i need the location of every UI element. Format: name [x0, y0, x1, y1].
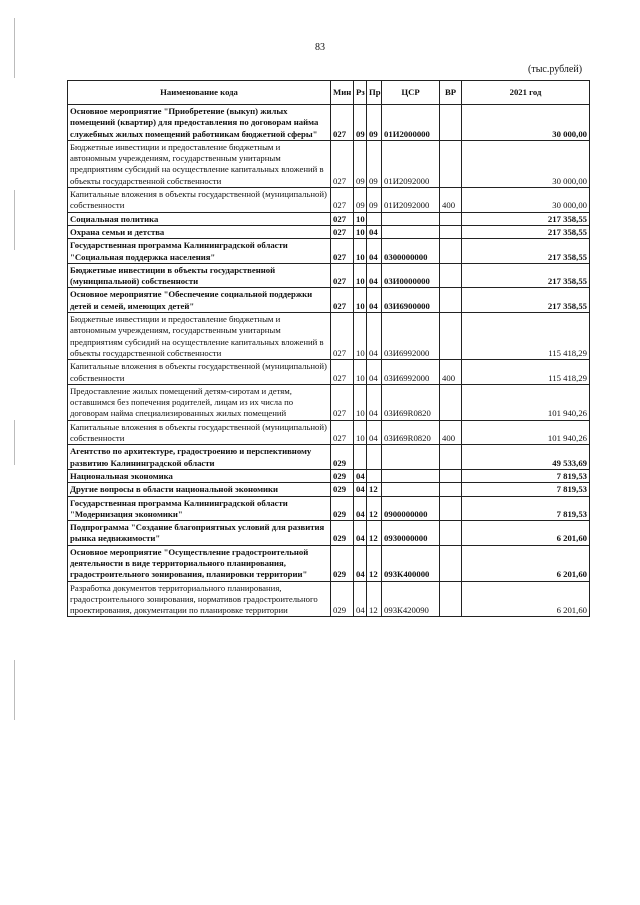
table-row [68, 140, 590, 187]
cell-rz: 10 [354, 288, 367, 313]
cell-name: Государственная программа Калининградской области "Социальная поддержка населения" [68, 239, 331, 264]
cell-csr: 03И69R0820 [382, 384, 440, 420]
header-min: Мин [331, 81, 354, 105]
cell-name: Подпрограмма "Создание благоприятных условий для развития рынка недвижимости" [68, 521, 331, 546]
header-pr: Пр [367, 81, 382, 105]
cell-amount: 217 358,55 [462, 239, 590, 264]
cell-pr: 04 [367, 384, 382, 420]
cell-vr [440, 288, 462, 313]
cell-csr [382, 212, 440, 225]
cell-rz: 09 [354, 105, 367, 141]
cell-min: 029 [331, 581, 354, 617]
cell-vr [440, 212, 462, 225]
header-name: Наименование кода [68, 81, 331, 105]
cell-vr [440, 545, 462, 581]
cell-amount: 30 000,00 [462, 140, 590, 187]
cell-min: 029 [331, 483, 354, 496]
cell-rz: 04 [354, 496, 367, 521]
table-row [68, 239, 590, 264]
cell-amount: 49 533,69 [462, 445, 590, 470]
cell-rz: 10 [354, 360, 367, 385]
scan-margin-line [14, 420, 15, 465]
cell-vr [440, 140, 462, 187]
cell-min: 027 [331, 105, 354, 141]
cell-csr [382, 225, 440, 238]
cell-vr [440, 313, 462, 360]
cell-min: 029 [331, 469, 354, 482]
cell-name: Охрана семьи и детства [68, 225, 331, 238]
cell-rz: 10 [354, 225, 367, 238]
table-row [68, 288, 590, 313]
cell-min: 027 [331, 313, 354, 360]
cell-vr [440, 384, 462, 420]
table-row [68, 496, 590, 521]
table-row [68, 545, 590, 581]
table-row [68, 469, 590, 482]
cell-name: Национальная экономика [68, 469, 331, 482]
cell-vr [440, 469, 462, 482]
cell-name: Капитальные вложения в объекты государственной (муниципальной) собственности [68, 420, 331, 445]
cell-rz: 09 [354, 188, 367, 213]
cell-rz [354, 445, 367, 470]
cell-csr: 03И69R0820 [382, 420, 440, 445]
cell-min: 027 [331, 225, 354, 238]
cell-csr: 093К420090 [382, 581, 440, 617]
cell-pr: 04 [367, 288, 382, 313]
cell-vr [440, 105, 462, 141]
cell-name: Бюджетные инвестиции и предоставление бюджетным и автономным учреждениям, государственным унитарным предприятиям субсидий на осуществление капитальных вложений в объекты государственной собственности [68, 140, 331, 187]
cell-pr: 04 [367, 239, 382, 264]
cell-amount: 6 201,60 [462, 545, 590, 581]
cell-min: 027 [331, 288, 354, 313]
cell-min: 027 [331, 263, 354, 288]
cell-vr [440, 521, 462, 546]
cell-pr: 12 [367, 496, 382, 521]
cell-min: 027 [331, 140, 354, 187]
cell-pr [367, 445, 382, 470]
cell-name: Другие вопросы в области национальной экономики [68, 483, 331, 496]
cell-pr: 12 [367, 581, 382, 617]
cell-csr: 03И6992000 [382, 360, 440, 385]
cell-vr [440, 496, 462, 521]
cell-csr: 03И6992000 [382, 313, 440, 360]
cell-csr: 01И2092000 [382, 188, 440, 213]
cell-pr: 04 [367, 313, 382, 360]
cell-name: Капитальные вложения в объекты государственной (муниципальной) собственности [68, 360, 331, 385]
cell-amount: 7 819,53 [462, 469, 590, 482]
cell-rz: 04 [354, 581, 367, 617]
cell-rz: 10 [354, 212, 367, 225]
cell-amount: 30 000,00 [462, 105, 590, 141]
cell-amount: 7 819,53 [462, 483, 590, 496]
cell-vr [440, 581, 462, 617]
cell-pr: 04 [367, 360, 382, 385]
cell-amount: 101 940,26 [462, 384, 590, 420]
cell-csr: 0930000000 [382, 521, 440, 546]
cell-name: Предоставление жилых помещений детям-сиротам и детям, оставшимся без попечения родителей, лицам из их числа по договорам найма специализированных жилых помещений [68, 384, 331, 420]
scan-margin-line [14, 190, 15, 250]
cell-name: Основное мероприятие "Осуществление градостроительной деятельности в виде территориального планирования, градостроительного зонирования, планировки территории" [68, 545, 331, 581]
cell-min: 027 [331, 384, 354, 420]
cell-csr: 03И6900000 [382, 288, 440, 313]
cell-csr: 0300000000 [382, 239, 440, 264]
cell-csr: 0900000000 [382, 496, 440, 521]
cell-vr [440, 483, 462, 496]
cell-vr [440, 445, 462, 470]
cell-name: Бюджетные инвестиции в объекты государственной (муниципальной) собственности [68, 263, 331, 288]
cell-rz: 10 [354, 313, 367, 360]
cell-amount: 30 000,00 [462, 188, 590, 213]
cell-vr: 400 [440, 420, 462, 445]
cell-rz: 10 [354, 263, 367, 288]
cell-pr: 09 [367, 140, 382, 187]
cell-amount: 217 358,55 [462, 212, 590, 225]
table-row [68, 225, 590, 238]
table-row [68, 360, 590, 385]
cell-name: Агентство по архитектуре, градостроению и перспективному развитию Калининградской области [68, 445, 331, 470]
cell-min: 027 [331, 420, 354, 445]
cell-name: Разработка документов территориального планирования, градостроительного зонирования, нормативов градостроительного проектирования, документации по планировке территории [68, 581, 331, 617]
cell-csr: 01И2000000 [382, 105, 440, 141]
cell-min: 027 [331, 360, 354, 385]
cell-rz: 10 [354, 420, 367, 445]
cell-rz: 04 [354, 545, 367, 581]
cell-name: Социальная политика [68, 212, 331, 225]
cell-pr: 04 [367, 263, 382, 288]
cell-pr [367, 469, 382, 482]
table-header-row [68, 81, 590, 105]
cell-rz: 04 [354, 483, 367, 496]
cell-amount: 115 418,29 [462, 360, 590, 385]
cell-min: 027 [331, 239, 354, 264]
cell-pr: 04 [367, 420, 382, 445]
cell-min: 027 [331, 188, 354, 213]
table-row [68, 483, 590, 496]
cell-pr: 09 [367, 188, 382, 213]
cell-amount: 101 940,26 [462, 420, 590, 445]
cell-name: Бюджетные инвестиции и предоставление бюджетным и автономным учреждениям, государственным унитарным предприятиям субсидий на осуществление капитальных вложений в объекты государственной собственности [68, 313, 331, 360]
cell-rz: 10 [354, 239, 367, 264]
table-row [68, 188, 590, 213]
cell-vr: 400 [440, 188, 462, 213]
cell-vr [440, 239, 462, 264]
table-row [68, 581, 590, 617]
cell-min: 027 [331, 212, 354, 225]
header-year: 2021 год [462, 81, 590, 105]
cell-vr: 400 [440, 360, 462, 385]
cell-csr [382, 469, 440, 482]
table-body [68, 105, 590, 617]
cell-vr [440, 263, 462, 288]
cell-pr: 12 [367, 483, 382, 496]
page-number: 83 [315, 42, 325, 53]
cell-name: Капитальные вложения в объекты государственной (муниципальной) собственности [68, 188, 331, 213]
cell-name: Государственная программа Калининградской области "Модернизация экономики" [68, 496, 331, 521]
cell-rz: 04 [354, 521, 367, 546]
table-row [68, 212, 590, 225]
table-row [68, 313, 590, 360]
cell-min: 029 [331, 496, 354, 521]
table-row [68, 445, 590, 470]
cell-vr [440, 225, 462, 238]
header-vr: ВР [440, 81, 462, 105]
cell-amount: 217 358,55 [462, 225, 590, 238]
table-row [68, 420, 590, 445]
cell-pr [367, 212, 382, 225]
cell-min: 029 [331, 545, 354, 581]
cell-name: Основное мероприятие "Приобретение (выкуп) жилых помещений (квартир) для предоставления по договорам найма служебных жилых помещений работникам бюджетной сферы" [68, 105, 331, 141]
units-note: (тыс.рублей) [528, 64, 583, 75]
cell-rz: 09 [354, 140, 367, 187]
cell-csr [382, 483, 440, 496]
cell-pr: 12 [367, 545, 382, 581]
cell-amount: 115 418,29 [462, 313, 590, 360]
cell-pr: 04 [367, 225, 382, 238]
table-row [68, 105, 590, 141]
cell-pr: 12 [367, 521, 382, 546]
scan-margin-line [14, 660, 15, 720]
cell-rz: 10 [354, 384, 367, 420]
cell-amount: 6 201,60 [462, 581, 590, 617]
cell-rz: 04 [354, 469, 367, 482]
cell-amount: 7 819,53 [462, 496, 590, 521]
table-row [68, 521, 590, 546]
header-csr: ЦСР [382, 81, 440, 105]
cell-amount: 217 358,55 [462, 288, 590, 313]
cell-csr: 01И2092000 [382, 140, 440, 187]
cell-csr [382, 445, 440, 470]
table-row [68, 263, 590, 288]
cell-name: Основное мероприятие "Обеспечение социальной поддержки детей и семей, имеющих детей" [68, 288, 331, 313]
cell-csr: 093К400000 [382, 545, 440, 581]
cell-csr: 03И0000000 [382, 263, 440, 288]
cell-amount: 217 358,55 [462, 263, 590, 288]
table-row [68, 384, 590, 420]
cell-min: 029 [331, 445, 354, 470]
header-rz: Рз [354, 81, 367, 105]
cell-pr: 09 [367, 105, 382, 141]
cell-min: 029 [331, 521, 354, 546]
cell-amount: 6 201,60 [462, 521, 590, 546]
budget-table [67, 80, 590, 617]
